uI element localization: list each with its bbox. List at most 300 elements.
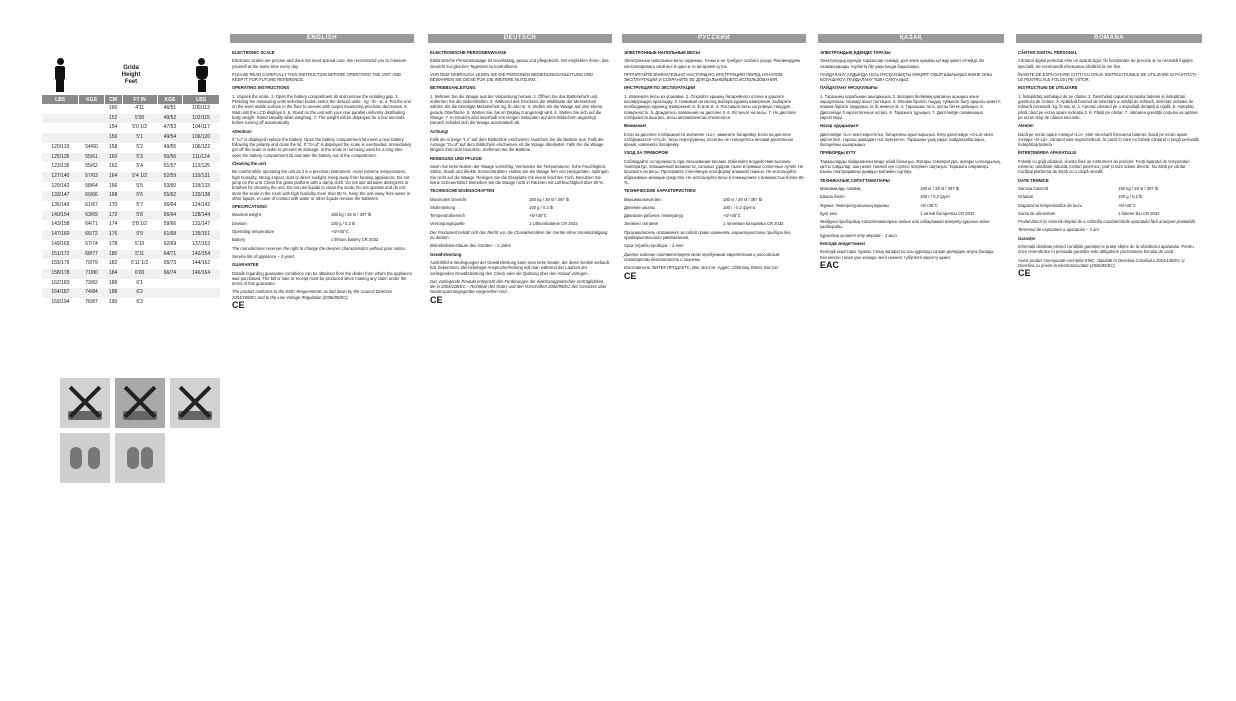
paragraph: Ausführliche Bedingungen der Gewährleistung kann man beim Dealer, der diese Geräte verkauft hat, bekommen. Bei beliebiger Ansprucherhebung soll man während der Laufzeit der vorliegenden Gewährleistung den Check oder die Quittung über den Ankauf vorlegen. bbox=[430, 259, 610, 276]
spec-label: Қуат көзі bbox=[820, 210, 837, 216]
spec-value: 1 литий батареясы CR 2032 bbox=[920, 210, 975, 216]
table-row bbox=[42, 153, 220, 163]
spec-value: +5/+35°C bbox=[1118, 202, 1136, 208]
table-cell: 168 bbox=[104, 191, 122, 201]
table-cell: 61/67 bbox=[85, 202, 98, 209]
table-cell: 50/56 bbox=[157, 153, 182, 163]
table-cell: 188 bbox=[104, 288, 122, 298]
table-cell: 61/68 bbox=[157, 230, 182, 240]
paragraph: Срок службы прибора – 3 лет bbox=[624, 243, 684, 249]
paragraph: Соблюдайте осторожность при пользовании весами. Избегайте воздействия высоких температур, повышенной влажности, сильных ударов, пыли и прямых солнечных лучей. Не прыгайте на весы. Протирайте стеклянную платформу влажной тканью. Не используйте абразивные моющие средства. Не используйте весы в помещениях с влажностью более 80 %. bbox=[624, 158, 804, 185]
table-cell: 127/140 bbox=[42, 172, 79, 182]
paragraph: Der Produzent behält sich das Recht vor, die Charakteristiken der Geräte ohne Vorankündigung zu ändern. bbox=[430, 229, 608, 241]
table-cell: 5'4 bbox=[136, 163, 143, 170]
paragraph: 1. Nehmen Sie die Waage aus der Verpackung heraus. 2. Öffnen Sie das Batteriefach und entfernen Sie die Isolierstreifen. 3. Während des Drückens der Wahltaste der Messeinheit wählen Sie die benötigte Messeinheit: kg, lb oder st. 4. Stellen Sie die Waage auf eine ebene, gerade Oberfläche. 5. Warten Sie, bis im Display 0 angezeigt wird. 6. Stellen Sie sich auf die Waage. 7. In Gewicht wird innerhalb von einigen Sekunden auf dem Bildschirm angezeigt. Danach schaltet sich die Waage automatisch ab. bbox=[430, 93, 604, 126]
paragraph bbox=[232, 237, 412, 242]
section-heading: ТЕХНИЧЕСКИЕ ХАРАКТЕРИСТИКИ bbox=[624, 188, 696, 194]
table-row bbox=[42, 250, 220, 260]
table-header-row bbox=[42, 95, 220, 104]
spec-label: Maximal weight bbox=[232, 212, 261, 218]
table-cell: 63/69 bbox=[79, 211, 104, 221]
weight-panel-title bbox=[122, 65, 141, 86]
table-cell: 6'2 bbox=[122, 288, 157, 298]
table-cell bbox=[157, 298, 182, 308]
spec-label: Diapazonul temperaturilor de lucru bbox=[1018, 202, 1083, 208]
table-cell bbox=[157, 279, 182, 289]
paragraph: Кепілдік шарттары туралы толық ақпаратты осы құралды сатқан дилерден алуға болады. Кез-келген талап қою кезінде чекті немесе түбіртекті көрсету қажет. bbox=[820, 249, 995, 260]
spec-value: 100 g / 0,2 lb bbox=[1118, 194, 1143, 200]
table-cell: 54/60 bbox=[85, 143, 98, 150]
spec-value: +5/+35°C bbox=[529, 213, 547, 219]
paragraph: VOR DEM GEBRAUCH LESEN SIE DIE PERSONEN BEDIENUNGSANLEITUNG UND BEWAHREN SIE DIESE FÜR DIE WEITERE NUTZUNG. bbox=[430, 71, 594, 83]
spec-label: Деление шкалы bbox=[624, 204, 656, 210]
table-cell: 56/64 bbox=[157, 211, 182, 221]
section-heading: Garanție bbox=[1018, 235, 1035, 241]
paragraph: Если на дисплее отображается значение «Lo», замените батарейку. Если на дисплее отображается «O-Ld», весы перегружены. Если вы не пользуетесь весами длительное время, извлеките батарейку. bbox=[624, 131, 794, 148]
table-cell: 49/52 bbox=[157, 114, 182, 124]
spec-label: Максималды салмақ bbox=[820, 185, 861, 191]
column-body bbox=[1016, 43, 1202, 277]
footprint-photo bbox=[60, 433, 110, 483]
spec-value: 100 g / 0.2 lb bbox=[529, 204, 554, 210]
spec-label: Элемент питания bbox=[624, 221, 658, 227]
table-cell: 128/144 bbox=[183, 211, 220, 221]
table-cell: 67/74 bbox=[85, 240, 98, 247]
paragraph: The manufacturer reserves the right to change the devices characteristics without prior notice. bbox=[232, 245, 406, 251]
spec-value: 180 kg / 28 st / 397 lb bbox=[1118, 185, 1159, 191]
table-cell: 60/66 bbox=[79, 191, 104, 201]
paragraph bbox=[1018, 211, 1200, 216]
section-heading: SPECIFICATIONS bbox=[232, 204, 267, 210]
table-row bbox=[42, 114, 220, 124]
table-cell: 5'7 bbox=[136, 202, 143, 209]
spec-value: 180 кг / 28 st / 397 lb bbox=[723, 196, 762, 202]
table-cell: 133/147 bbox=[42, 191, 79, 201]
paragraph bbox=[232, 212, 412, 217]
usage-photos bbox=[60, 378, 220, 488]
paragraph: 1. Unpack the scale. 2. Open the battery compartment lid and remove the isolating gap. 3. Pressing the measuring units selection button select the desired units - kg - lb - st. 4. Put the unit on the even stable surface in the floor to uneven with carpet measuring precision decreases. 5. Wait until the LCD displays 0. 6. Stand on the unit with your rear parallel uniformly distributing body weight. Stand steadily while weighing. 7. The weight will be displayed for a few seconds before turning off automatically. bbox=[232, 93, 411, 126]
table-cell: 113/125 bbox=[192, 163, 210, 170]
section-heading: Cleaning the unit bbox=[232, 161, 266, 167]
section-heading: ПРИБОРДЫ КҮТУ bbox=[820, 150, 856, 156]
table-cell: 158/178 bbox=[42, 269, 79, 279]
table-cell: 115/131 bbox=[183, 172, 220, 182]
section-heading: INSTRUCȚIUNI DE UTILIZARE bbox=[1018, 85, 1078, 91]
table-cell: 66/72 bbox=[79, 230, 104, 240]
title-line: Feet bbox=[124, 78, 138, 85]
paragraph bbox=[430, 197, 610, 202]
table-cell: 6'1 bbox=[136, 279, 143, 286]
table-cell: 172 bbox=[104, 211, 122, 221]
paragraph: 1. Îndepărtați ambalajul de pe cântar. 2. Deschideți capacul locașului bateriei și îndepărtați garnitura de izolare. 3. Apăsând butonul de selectare a unității de măsură, selectați unitatea de măsură necesară: kg, lb sau st. 4. Așezați cântarul pe o suprafață dreaptă și rigidă. 5. Așteptați până când pe ecran apare indicația 0. 6. Păsiți pe cântar. 7. Valoarea greutății corpului va apărea pe ecran timp de câteva secunde. bbox=[1018, 93, 1198, 120]
paragraph: Informații detaliate privind condițiile garanției le puteți obține de la vânzătorul aparatului. Pentru orice revendicare în perioada garanției este obligatorie prezentarea bonului de casă. bbox=[1018, 244, 1194, 255]
table-cell bbox=[157, 288, 182, 298]
table-header-cell: KGS bbox=[79, 95, 104, 104]
table-cell: 129/142 bbox=[51, 182, 70, 189]
section-heading: ЭЛЕКТРОНДЫҚ ЕДЕНДІК ТАРАЗЫ bbox=[820, 50, 891, 55]
table-cell: 135/151 bbox=[183, 230, 220, 240]
man-figure-icon bbox=[50, 58, 70, 92]
table-header-cell: LBS bbox=[42, 95, 79, 104]
spec-label: Gradare bbox=[1018, 194, 1034, 200]
spec-label: Temperaturbereich bbox=[430, 213, 465, 219]
table-cell: 47/53 bbox=[163, 124, 177, 131]
table-row bbox=[42, 162, 220, 172]
table-cell: 147/160 bbox=[42, 230, 79, 240]
table-row bbox=[42, 191, 220, 201]
table-cell bbox=[79, 123, 104, 133]
table-cell: 5'8 1/2 bbox=[132, 221, 148, 228]
column-deutsch bbox=[428, 34, 612, 674]
table-cell: 158 bbox=[108, 143, 118, 150]
table-cell: 169/194 bbox=[51, 299, 70, 306]
table-cell: 174 bbox=[108, 221, 118, 228]
table-cell: 149/165 bbox=[51, 240, 70, 247]
table-cell: 184 bbox=[104, 269, 122, 279]
paragraph: Termenul de exploatare a aparatului – 3 ani. bbox=[1018, 227, 1100, 233]
paragraph bbox=[232, 221, 412, 226]
table-cell: 120/138 bbox=[183, 191, 220, 201]
column-kazakh bbox=[818, 34, 1004, 674]
paragraph: Изготовитель: ВИТЕК ПРОДАКТС, Инк. Бостон. Адрес: 1050 Bay Street, Бостон bbox=[624, 265, 778, 271]
table-cell: 52/59 bbox=[157, 172, 182, 182]
section-heading: BETRIEBSANLEITUNG bbox=[430, 85, 476, 91]
paragraph bbox=[1018, 186, 1200, 191]
table-cell: 5'10 bbox=[135, 240, 145, 247]
table-row bbox=[42, 104, 220, 114]
table-cell: 5'1 bbox=[122, 133, 157, 143]
section-heading: Кепілдік міндеттемесі bbox=[820, 241, 866, 247]
spec-value: +5/+35°C bbox=[920, 202, 938, 208]
column-body bbox=[428, 43, 612, 303]
section-heading: Atenție! bbox=[1018, 123, 1034, 129]
weight-height-table bbox=[42, 95, 220, 308]
table-cell: 70/79 bbox=[85, 260, 98, 267]
table-cell: 71/80 bbox=[79, 269, 104, 279]
table-cell: 5'0 1/2 bbox=[132, 124, 148, 131]
paragraph: Электронные напольные весы надежны, точны и не требуют особого ухода. Рекомендуем контролировать свой вес в одно и то же время суток. bbox=[624, 58, 800, 69]
table-cell: 5'2 bbox=[136, 143, 143, 150]
paragraph bbox=[430, 213, 610, 218]
paragraph: Құралдың қызмет ету мерзімі – 3 жыл bbox=[820, 232, 897, 238]
table-cell: 5'11 bbox=[122, 250, 157, 260]
table-cell: 53/60 bbox=[163, 182, 177, 189]
table-cell bbox=[42, 114, 79, 124]
spec-value: 100 г / 0.2 фунта bbox=[723, 204, 756, 210]
table-cell: 4'11 bbox=[135, 105, 145, 111]
section-heading: ИНСТРУКЦИЯ ПО ЭКСПЛУАТАЦИИ bbox=[624, 85, 696, 91]
paragraph bbox=[624, 205, 804, 210]
column-header: ENGLISH bbox=[230, 34, 414, 43]
column-body bbox=[622, 43, 806, 279]
prohibited-photo-3 bbox=[170, 378, 220, 428]
paragraph: Be careful while operating the unit as it is a precision instrument. Avoid extreme temperatures, high humidity, strong impact, dust or direct sunlight. Keep away from heating appliances. Do not jump on the unit. Clean the glass platform with a damp cloth. Do not use abrasive detergents or brushes for cleaning the unit. Do not use liquids to clean the scale. Do not operate and do not store the scale in the room with high humidity more than 80 %. Keep the unit away from water or other liquids. In case of contact with water or other liquids remove the batteries. bbox=[232, 169, 411, 201]
photo-row bbox=[60, 433, 220, 483]
paragraph: Таразыларды пайдаланған кезде абай болыңыз. Жоғары температура, жоғары ылғалдылық, қатты соққылар, шаң және тікелей күн сәулесі әсерінен сақтаңыз. Таразыға секірмеңіз. Шыны платформаны дымқыл матамен сүртіңіз. bbox=[820, 158, 1001, 175]
table-row bbox=[42, 220, 220, 230]
paragraph bbox=[820, 211, 1002, 216]
paragraph: Das vorliegende Produkt entspricht den Forderungen der elektromagnetischen Verträglichkeit, die in 2004/108/EC – Richtlinie des Rates und den Vorschriften 2006/95/EC des Gesetzes über Niederspannungsgeräte vorgesehen sind. bbox=[430, 278, 607, 295]
table-cell bbox=[183, 288, 220, 298]
paragraph: Elektronische Personenwaage ist zuverlässig, genau und pflegeleicht. Wir empfehlen Ihnen, das Gewicht zur gleichen Tageszeit zu kontrollieren. bbox=[430, 58, 609, 69]
section-heading: GUARANTEE bbox=[232, 262, 259, 268]
column-header: ROMÂNĂ bbox=[1016, 34, 1202, 43]
table-cell: 62/69 bbox=[163, 240, 177, 247]
table-cell: 59/66 bbox=[163, 221, 177, 228]
table-cell: 154 bbox=[108, 124, 118, 131]
paragraph bbox=[624, 221, 804, 226]
table-cell: 156 bbox=[104, 133, 122, 143]
spec-label: Division bbox=[232, 220, 247, 226]
title-line: Grida bbox=[123, 64, 139, 71]
paragraph: Seien Sie beim Nutzen der Waage vorsichtig. Vermeiden Sie Temperaturen, hohe Feuchtigkeit, Stöße, Staub und direkte Sonnenstrahlen. Halten Sie die Waage fern von Heizgeräten. Springen Sie nicht auf die Waage. Reinigen Sie die Glasplatte mit einem feuchten Tuch. Benutzen Sie keine Scheuermittel. Betreiben Sie die Waage nicht in Räumen mit Luftfeuchtigkeit über 80 %. bbox=[430, 164, 609, 185]
column-header: DEUTSCH bbox=[428, 34, 612, 43]
paragraph: Производитель оставляет за собой право изменять характеристики прибора без предварительного уведомления. bbox=[624, 229, 791, 241]
standing-photo bbox=[115, 433, 165, 483]
section-heading: УХОД ЗА ПРИБОРОМ bbox=[624, 150, 669, 156]
section-heading: ТЕХНИКАЛЫҚ СИПАТТАМАЛАРЫ bbox=[820, 177, 890, 183]
section-heading: Gewährleistung bbox=[430, 251, 462, 257]
paragraph: 1. Таразыны қорабынан шығарыңыз. 2. Батарея бөлімінің қақпағын ашыңыз және оқшаулағыш төсемді алып тастаңыз. 3. Өлшем бірлігін таңдау түймесін басу арқылы қажетті өлшем бірлігін таңдаңыз: кг, lb немесе st. 4. Таразыны тегіс, қатты бетке қойыңыз. 5. Дисплейде 0 көрсетілгенше күтіңіз. 6. Таразыға тұрыңыз. 7. Дисплейде салмағыңыз көрсетіледі. bbox=[820, 93, 1001, 120]
section-heading: ПАЙДАЛАНУ НҰСҚАУЛЫҒЫ bbox=[820, 85, 878, 91]
spec-label: Versorgungsquelle bbox=[430, 221, 465, 227]
section-heading: CÂNTAR DIGITAL PERSONAL bbox=[1018, 50, 1078, 55]
table-cell: 151/172 bbox=[42, 250, 79, 260]
table-body bbox=[42, 104, 220, 308]
table-cell bbox=[42, 104, 79, 114]
section-heading: Achtung! bbox=[430, 128, 449, 134]
paragraph bbox=[820, 194, 1002, 199]
table-cell: 55/62 bbox=[157, 191, 182, 201]
section-heading: ELEKTRONISCHE PERSONENWAAGE bbox=[430, 50, 507, 55]
spec-label: Диапазон рабочих температур bbox=[624, 213, 684, 219]
paragraph: Dacă pe ecran apare mesajul «Lo», este necesară înlocuirea bateriei. Dacă pe ecran apare mesajul «O-Ld», cântarul este supraîncărcat. În cazul în care nu folosiți cântarul o lungă perioadă, îndepărtați bateria. bbox=[1018, 131, 1200, 148]
table-cell: 170 bbox=[108, 202, 118, 209]
table-cell: 125/135 bbox=[42, 153, 79, 163]
table-cell: 164 bbox=[104, 172, 122, 182]
table-cell: 55/62 bbox=[85, 163, 98, 170]
spec-label: Skalenteilung bbox=[430, 204, 456, 210]
woman-figure-icon bbox=[192, 58, 212, 92]
photo-row bbox=[60, 378, 220, 428]
table-cell: 76/87 bbox=[85, 299, 98, 306]
table-cell: 166 bbox=[108, 182, 118, 189]
table-row bbox=[42, 240, 220, 250]
section-heading: ELECTRONIC SCALE bbox=[232, 50, 275, 55]
table-cell: 162/183 bbox=[51, 279, 70, 286]
table-row bbox=[42, 133, 220, 143]
table-cell: 155/176 bbox=[51, 260, 70, 267]
table-cell: 58/64 bbox=[85, 182, 98, 189]
table-row bbox=[42, 259, 220, 269]
spec-value: 1 lithium battery CR 2032 bbox=[331, 237, 379, 243]
table-cell: 5'4 1/2 bbox=[122, 172, 157, 182]
table-cell: 65/73 bbox=[163, 260, 177, 267]
table-cell: 180 bbox=[104, 250, 122, 260]
spec-value: 180 kg / 28 st / 397 lb bbox=[331, 212, 372, 218]
paragraph: Cântarul digital personal este un aparat sigur, fin funcționare de precizie și nu necesită îngrijire specială. Se recomandă efectuarea cântăririi la ore fixe. bbox=[1018, 58, 1193, 69]
table-cell: 135/149 bbox=[51, 202, 70, 209]
table-cell: 131/147 bbox=[192, 221, 211, 228]
column-romanian bbox=[1016, 34, 1202, 674]
table-cell: 118/133 bbox=[192, 182, 210, 189]
spec-value: 180 кг / 28 st / 397 lb bbox=[920, 185, 960, 191]
table-cell bbox=[183, 298, 220, 308]
spec-value: 100 g / 0.2 lb bbox=[331, 220, 356, 226]
table-cell bbox=[79, 104, 104, 114]
paragraph: Betriebslebensdauer des Gerätes – 3 Jahre bbox=[430, 243, 512, 249]
column-body bbox=[230, 43, 414, 308]
paragraph: PLEASE READ CAREFULLY THIS INSTRUCTION BEFORE OPERATING THE UNIT AND KEEP IT FOR FUTURE REFERENCE. bbox=[232, 71, 401, 83]
spec-value: 1 литиевая батарейка CR 2032 bbox=[723, 221, 784, 227]
table-cell: 142/154 bbox=[183, 250, 220, 260]
section-heading: ЭЛЕКТРОННЫЕ НАПОЛЬНЫЕ ВЕСЫ bbox=[624, 50, 700, 55]
conformity-mark: CE bbox=[1018, 268, 1031, 279]
table-cell: 146/164 bbox=[183, 269, 220, 279]
table-cell: 74/84 bbox=[79, 288, 104, 298]
paragraph bbox=[430, 205, 610, 210]
table-cell: 140/154 bbox=[42, 211, 79, 221]
paragraph: Дисплейде «Lo» мәні көрсетілсе, батареяны ауыстырыңыз. Егер дисплейде «O-Ld» мәні көрсетілсе, таразы шамадан тыс жүктелген. Таразыны ұзақ уақыт пайдаланбасаңыз, батареяны шығарыңыз. bbox=[820, 131, 993, 148]
table-cell: 51/57 bbox=[163, 163, 177, 170]
paragraph: Producătorul își rezervă dreptul de a schimba caracteristicile aparatului fără anunțare prealabilă. bbox=[1018, 219, 1197, 225]
column-header: РУССКИЙ bbox=[622, 34, 806, 43]
paragraph: Service life of appliance – 3 years bbox=[232, 253, 295, 259]
paragraph: Данное изделие соответствует всем требуемым европейским и российским стандартам безопасности и гигиены. bbox=[624, 251, 780, 262]
conformity-mark: EAC bbox=[820, 259, 840, 270]
table-cell: 137/153 bbox=[192, 240, 211, 247]
table-cell: 182 bbox=[108, 260, 118, 267]
table-row bbox=[42, 269, 220, 279]
spec-label: Battery bbox=[232, 237, 246, 243]
section-heading: TECHNISCHE EIGENSCHAFTEN bbox=[430, 188, 495, 194]
table-cell: 164/187 bbox=[42, 288, 79, 298]
table-cell: 176 bbox=[104, 230, 122, 240]
table-cell: 56/64 bbox=[163, 202, 177, 209]
table-cell: 152 bbox=[104, 114, 122, 124]
paragraph bbox=[430, 221, 610, 226]
table-row bbox=[42, 201, 220, 211]
prohibited-photo-2 bbox=[115, 378, 165, 428]
table-cell: 5'3 bbox=[122, 153, 157, 163]
paragraph: ПАЙДАЛАНУ АЛДЫНДА ОСЫ НҰСҚАУЛЫҚТЫ МҰҚИЯТ ОҚЫП ШЫҒЫҢЫЗ ЖӘНЕ ОНЫ БОЛАШАҚТА ПАЙДАЛАНУ ҮШІН САҚТАҢЫЗ. bbox=[820, 71, 992, 83]
table-cell: 46/51 bbox=[163, 105, 177, 111]
section-heading: DATE TEHNICE bbox=[1018, 177, 1049, 183]
table-header-cell: CM bbox=[104, 95, 122, 104]
spec-value: 100 г / 0,2 фунт bbox=[920, 194, 950, 200]
column-russian bbox=[622, 34, 806, 674]
spec-label: Шкала бөлігі bbox=[820, 194, 845, 200]
paragraph: Өндіруші прибордың сипаттамаларын алдын ала хабарламай өзгерту құқығын өзіне қалдырады. bbox=[820, 219, 990, 230]
table-row bbox=[42, 172, 220, 182]
table-cell: 57/63 bbox=[79, 172, 104, 182]
table-cell: 123/136 bbox=[51, 163, 70, 170]
table-cell bbox=[42, 123, 79, 133]
conformity-mark: CE bbox=[624, 270, 637, 281]
paragraph: Электрондық едендік таразылар сенімді, дәл және арнайы күтімді қажет етпейді. Өз салмағыңызды тәуліктің бір уақытында бақылаңыз. bbox=[820, 58, 985, 69]
table-cell bbox=[183, 279, 220, 289]
table-cell: 6'00 bbox=[122, 269, 157, 279]
table-cell bbox=[79, 133, 104, 143]
table-cell: 49/55 bbox=[163, 143, 177, 150]
paragraph: ПРОЧИТАЙТЕ ВНИМАТЕЛЬНО НАСТОЯЩУЮ ИНСТРУКЦИЮ ПЕРЕД НАЧАЛОМ ЭКСПЛУАТАЦИИ И СОХРАНИТЕ ЕЕ ДЛЯ ДАЛЬНЕЙШЕГО ИСПОЛЬЗОВАНИЯ. bbox=[624, 71, 783, 83]
paragraph bbox=[232, 229, 412, 234]
spec-label: Жұмыс температурасының ауқымы bbox=[820, 202, 890, 208]
table-cell: 124/142 bbox=[192, 202, 211, 209]
table-row bbox=[42, 279, 220, 289]
table-row bbox=[42, 211, 220, 221]
table-row bbox=[42, 298, 220, 308]
paragraph: The product conforms to the EMC-Requirements as laid down by the Council Directive 2004/108/EC and to the Low Voltage Regulation (2006/95/EC). bbox=[232, 289, 392, 300]
table-cell: 144/162 bbox=[192, 260, 211, 267]
table-cell: 5'6 bbox=[122, 191, 157, 201]
spec-label: Sarcina maximă bbox=[1018, 185, 1049, 191]
spec-label: Maximales Gewicht bbox=[430, 196, 467, 202]
table-cell: 5'11 1/2 bbox=[131, 260, 149, 267]
table-cell: 55/61 bbox=[79, 153, 104, 163]
paragraph: 1. Извлеките весы из упаковки. 2. Откройте крышку батарейного отсека и удалите изолирующую прокладку. 3. Нажимая на кнопку выбора единиц измерения, выберите необходимую единицу измерения: кг, lb или st. 4. Поставьте весы на ровную твердую поверхность. 5. Дождитесь появления на дисплее 0. 6. Встаньте на весы. 7. На дисплее отобразится ваш вес, весы автоматически отключатся. bbox=[624, 93, 796, 120]
section-heading: Назар аударыңыз! bbox=[820, 123, 859, 129]
spec-value: +5/+35°C bbox=[723, 213, 741, 219]
paragraph: If "Lo" is displayed replace the battery. Open the battery compartment lid insert a new battery following the polarity and close the lid. If "O-Ld" is displayed the scale is overloaded. Immediately get off the scale in order to prevent its damage. In the scale is not being used for a long time open the battery compartment lid and take the battery out of the compartment. bbox=[232, 136, 412, 158]
conformity-mark: CE bbox=[232, 299, 245, 310]
table-cell: 49/54 bbox=[157, 133, 182, 143]
spec-label: Максимальный вес bbox=[624, 196, 662, 202]
title-line: Height bbox=[121, 71, 141, 78]
paragraph: ÎNAINTE DE EXPLOATARE CITIȚI CU GRIJĂ INSTRUCȚIUNILE DE UTILIZARE ȘI PĂSTRAȚI-LE PENTRU ALE FOLOSI PE VIITOR. bbox=[1018, 71, 1197, 83]
spec-value: +5/+35°C bbox=[331, 229, 349, 235]
paragraph: Falls die Anzeige "Lo" auf dem Bildschirm erscheinen, tauschen Sie die Batterie aus. Falls die Anzeige "O-Ld" auf dem Bildschirm erscheinen, ist die Waage überlastet. Falls Sie die Waage längere Zeit nicht benutzen, entfernen Sie die Batterie. bbox=[430, 136, 604, 153]
table-header-cell: FT IN bbox=[122, 95, 157, 104]
table-header-cell: LBS bbox=[183, 95, 220, 104]
weight-panel-header bbox=[42, 55, 220, 95]
paragraph: Electronic scales are precise and does not need special care. We recommend you to measure yourself at the same time every day. bbox=[232, 58, 407, 69]
table-cell bbox=[42, 133, 79, 143]
table-row bbox=[42, 143, 220, 153]
table-cell: 106/122 bbox=[192, 143, 211, 150]
table-cell: 102/115 bbox=[183, 114, 220, 124]
spec-value: 1 Lithiumbatterie CR 2032 bbox=[529, 221, 578, 227]
conformity-mark: CE bbox=[430, 294, 443, 305]
table-cell: 5'8 bbox=[122, 211, 157, 221]
table-row bbox=[42, 288, 220, 298]
table-cell: 190 bbox=[108, 299, 118, 306]
spec-value: 1 baterie litiu CR 2032 bbox=[1118, 210, 1160, 216]
paragraph: Acest produs corespunde cerințelor EMC, stipulate în Directiva Consiliului 2004/108/EC și Directiva cu privire la electrosecuritate (2006/95/EC). bbox=[1018, 257, 1185, 268]
section-heading: ÎNTREȚINEREA APARATULUI bbox=[1018, 150, 1077, 156]
table-row bbox=[42, 123, 220, 133]
table-cell: 6'3 bbox=[136, 299, 143, 306]
column-english bbox=[230, 34, 414, 674]
paragraph: Folosiți cu grijă cântarul, acesta fiind un instrument de precizie. Feriți aparatul de temperaturi extreme, umiditate ridicată, lovituri puternice, praf și raze solare directe. Nu săriți pe cântar. Curățați platforma de sticlă cu o cârpă umedă. bbox=[1018, 158, 1190, 175]
paragraph bbox=[820, 186, 1002, 191]
table-cell: 73/82 bbox=[85, 279, 98, 286]
section-heading: Attention! bbox=[232, 128, 252, 134]
weight-height-panel bbox=[42, 55, 220, 370]
column-header: ҚАЗАҚ bbox=[818, 34, 1004, 43]
table-header-cell: KGS bbox=[157, 95, 182, 104]
table-row bbox=[42, 182, 220, 192]
table-cell: 178 bbox=[108, 240, 118, 247]
spec-label: Sursa de alimentare bbox=[1018, 210, 1056, 216]
paragraph bbox=[624, 197, 804, 202]
table-row bbox=[42, 230, 220, 240]
table-cell: 162 bbox=[108, 163, 118, 170]
table-cell: 106/120 bbox=[183, 133, 220, 143]
table-cell: 5'00 bbox=[122, 114, 157, 124]
table-cell: 64/71 bbox=[85, 221, 98, 228]
table-cell: 120/133 bbox=[51, 143, 70, 150]
